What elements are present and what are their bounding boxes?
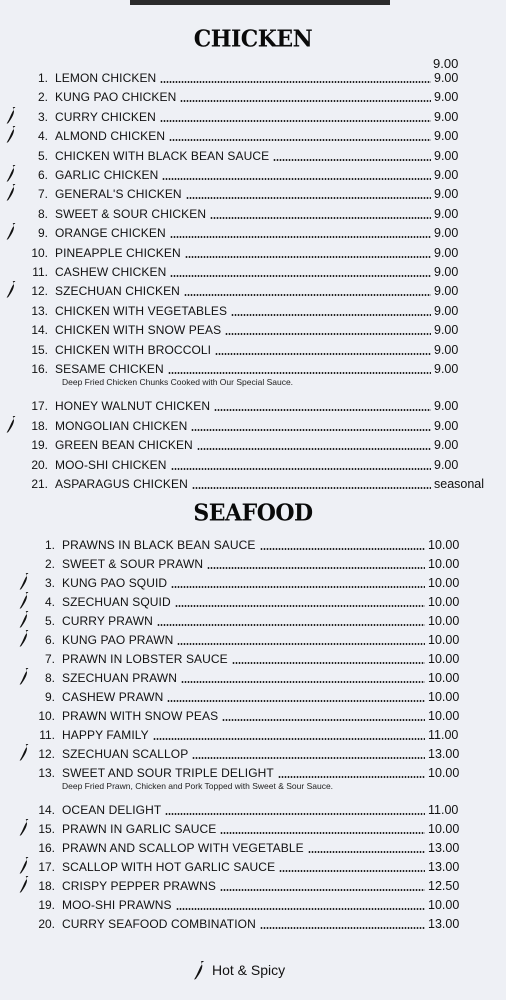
item-price: 11.00: [428, 803, 459, 817]
chicken-menu-item: [0, 398, 506, 415]
item-number: 7.: [44, 652, 55, 666]
chicken-top-price: 9.00: [433, 56, 459, 71]
seafood-menu-item: [0, 916, 506, 933]
item-name: GENERAL'S CHICKEN: [55, 187, 182, 202]
item-price: 10.00: [428, 822, 460, 836]
dot-leader: [171, 586, 425, 588]
item-price: 9.00: [434, 129, 459, 144]
item-price: 10.00: [428, 595, 460, 609]
item-number: 6.: [44, 633, 55, 647]
item-price: 9.00: [434, 284, 459, 299]
item-name: PRAWNS IN BLACK BEAN SAUCE: [62, 538, 256, 552]
chicken-menu-item: [0, 361, 506, 378]
seafood-menu-item: [0, 575, 506, 592]
item-number: 20.: [38, 917, 55, 931]
seafood-menu-item: [0, 859, 506, 876]
item-price: 9.00: [434, 90, 459, 105]
item-number: 16.: [38, 841, 55, 855]
item-number: 19.: [38, 898, 55, 912]
item-number: 12.: [38, 747, 55, 761]
item-name: LEMON CHICKEN: [55, 71, 157, 85]
item-price: 13.00: [428, 860, 460, 874]
item-description: Deep Fried Prawn, Chicken and Pork Topped with Sweet & Sour Sauce.: [62, 781, 334, 791]
item-price: 9.00: [434, 245, 459, 260]
chicken-menu-item: [0, 283, 506, 300]
item-name: SWEET AND SOUR TRIPLE DELIGHT: [62, 766, 274, 780]
item-name: MOO-SHI CHICKEN: [55, 457, 167, 472]
seafood-menu-item: [0, 878, 506, 895]
item-number: 3.: [37, 109, 48, 124]
item-number: 13.: [38, 766, 55, 780]
item-price: 10.00: [428, 538, 460, 552]
seafood-menu-item: [0, 613, 506, 630]
item-name: ASPARAGUS CHICKEN: [55, 477, 188, 491]
item-price: 12.50: [428, 879, 460, 893]
dot-leader: [273, 159, 431, 161]
item-price: 9.00: [434, 148, 459, 163]
chicken-menu-item: [0, 225, 506, 242]
dot-leader: [197, 448, 431, 450]
chicken-menu-item: [0, 264, 506, 281]
chicken-menu-item: [0, 109, 506, 126]
item-name: SZECHUAN SCALLOP: [62, 747, 189, 761]
item-number: 5.: [44, 614, 55, 628]
item-price: 9.00: [434, 303, 459, 318]
item-price: 10.00: [428, 614, 460, 628]
item-name: CHICKEN WITH VEGETABLES: [55, 303, 228, 318]
dot-leader: [160, 120, 431, 122]
item-number: 17.: [31, 399, 48, 414]
item-name: CHICKEN WITH BLACK BEAN SAUCE: [55, 148, 270, 163]
item-price: seasonal: [434, 477, 485, 491]
dot-leader: [279, 870, 425, 872]
item-price: 10.00: [428, 557, 460, 571]
dot-leader: [191, 429, 431, 431]
dot-leader: [192, 487, 431, 489]
item-number: 7.: [37, 187, 48, 202]
item-price: 9.00: [434, 323, 459, 338]
item-price: 10.00: [428, 652, 460, 666]
chicken-menu-item: [0, 418, 506, 435]
dot-leader: [192, 757, 425, 759]
item-number: 1.: [44, 538, 55, 552]
item-price: 13.00: [428, 917, 460, 931]
item-price: 9.00: [434, 418, 459, 433]
item-name: SWEET & SOUR PRAWN: [62, 557, 204, 571]
item-name: PRAWN AND SCALLOP WITH VEGETABLE: [62, 841, 304, 855]
item-number: 16.: [31, 362, 48, 376]
dot-leader: [167, 700, 425, 702]
dot-leader: [215, 353, 431, 355]
dot-leader: [177, 643, 425, 645]
item-name: ALMOND CHICKEN: [55, 129, 166, 144]
chicken-menu-item: [0, 303, 506, 320]
dot-leader: [260, 927, 425, 929]
item-name: SZECHUAN SQUID: [62, 595, 171, 609]
seafood-menu-item: [0, 727, 506, 744]
item-number: 4.: [37, 129, 48, 144]
item-name: CURRY SEAFOOD COMBINATION: [62, 917, 256, 931]
item-price: 9.00: [434, 226, 459, 241]
dot-leader: [207, 567, 425, 569]
seafood-menu-item: [0, 689, 506, 706]
item-number: 13.: [31, 303, 48, 318]
chili-pepper-icon: [192, 961, 206, 981]
item-price: 9.00: [434, 206, 459, 221]
chicken-menu-item: [0, 186, 506, 203]
item-number: 15.: [38, 822, 55, 836]
item-name: CURRY PRAWN: [62, 614, 153, 628]
item-price: 10.00: [428, 709, 460, 723]
legend-label: Hot & Spicy: [212, 962, 286, 978]
dot-leader: [170, 275, 431, 277]
item-name: PRAWN WITH SNOW PEAS: [62, 709, 219, 723]
item-number: 11.: [32, 265, 48, 279]
item-price: 10.00: [428, 633, 460, 647]
item-price: 9.00: [434, 342, 459, 357]
item-price: 10.00: [428, 898, 460, 912]
item-price: 9.00: [434, 109, 459, 124]
item-number: 14.: [31, 323, 48, 338]
chicken-menu-item: [0, 245, 506, 262]
seafood-menu-item: [0, 537, 506, 554]
item-name: HAPPY FAMILY: [62, 728, 149, 742]
item-name: SESAME CHICKEN: [55, 362, 164, 376]
dot-leader: [168, 372, 431, 374]
item-number: 10.: [31, 245, 48, 260]
item-number: 6.: [37, 168, 48, 182]
seafood-menu-item: [0, 632, 506, 649]
dot-leader: [225, 333, 431, 335]
item-price: 9.00: [434, 438, 459, 453]
item-number: 15.: [31, 342, 48, 357]
item-name: SWEET & SOUR CHICKEN: [55, 206, 207, 221]
item-number: 3.: [44, 576, 55, 590]
dot-leader: [165, 813, 425, 815]
item-price: 10.00: [428, 576, 460, 590]
chicken-menu-item: [0, 89, 506, 106]
dot-leader: [162, 178, 431, 180]
seafood-menu-item: [0, 708, 506, 725]
dot-leader: [184, 294, 431, 296]
seafood-menu-item: [0, 594, 506, 611]
item-name: PRAWN IN GARLIC SAUCE: [62, 822, 217, 836]
seafood-menu-item: [0, 765, 506, 782]
chicken-menu-item: [0, 322, 506, 339]
chicken-menu-item: [0, 167, 506, 184]
item-price: 9.00: [434, 362, 459, 376]
chicken-menu-item: [0, 476, 506, 493]
item-name: MOO-SHI PRAWNS: [62, 898, 172, 912]
item-name: SZECHUAN PRAWN: [62, 671, 177, 685]
chicken-menu-item: [0, 206, 506, 223]
item-name: CRISPY PEPPER PRAWNS: [62, 879, 217, 893]
dot-leader: [308, 851, 425, 853]
dot-leader: [220, 832, 425, 834]
dot-leader: [169, 139, 431, 141]
item-name: ORANGE CHICKEN: [55, 226, 166, 241]
dot-leader: [175, 605, 425, 607]
item-number: 4.: [44, 595, 55, 609]
item-name: PRAWN IN LOBSTER SAUCE: [62, 652, 228, 666]
dot-leader: [220, 889, 425, 891]
chicken-menu-item: [0, 457, 506, 474]
item-price: 10.00: [428, 690, 460, 704]
chicken-section-title: CHICKEN: [193, 25, 313, 53]
dot-leader: [157, 624, 425, 626]
item-name: KUNG PAO CHICKEN: [55, 90, 177, 105]
chicken-menu-item: [0, 148, 506, 165]
dot-leader: [278, 776, 425, 778]
dot-leader: [214, 409, 431, 411]
chicken-menu-item: [0, 128, 506, 145]
dot-leader: [186, 197, 431, 199]
dot-leader: [170, 236, 431, 238]
dot-leader: [185, 256, 431, 258]
item-name: CHICKEN WITH BROCCOLI: [55, 342, 212, 357]
chicken-menu-item: [0, 342, 506, 359]
item-number: 2.: [37, 90, 48, 105]
dot-leader: [160, 81, 431, 83]
item-name: SCALLOP WITH HOT GARLIC SAUCE: [62, 860, 276, 874]
item-number: 18.: [38, 879, 55, 893]
dot-leader: [222, 719, 425, 721]
dot-leader: [260, 548, 425, 550]
seafood-menu-item: [0, 651, 506, 668]
dot-leader: [180, 100, 431, 102]
seafood-menu-item: [0, 802, 506, 819]
item-price: 9.00: [434, 265, 459, 279]
item-number: 14.: [38, 803, 55, 817]
item-number: 19.: [31, 438, 48, 453]
dot-leader: [232, 662, 425, 664]
item-price: 13.00: [428, 747, 460, 761]
item-price: 9.00: [434, 168, 459, 182]
item-name: CURRY CHICKEN: [55, 109, 156, 124]
item-price: 9.00: [434, 399, 459, 414]
item-name: CASHEW CHICKEN: [55, 265, 167, 279]
item-name: PINEAPPLE CHICKEN: [55, 245, 181, 260]
dot-leader: [210, 217, 431, 219]
item-name: SZECHUAN CHICKEN: [55, 284, 180, 299]
item-number: 1.: [37, 71, 48, 85]
item-number: 17.: [38, 860, 55, 874]
seafood-menu-item: [0, 821, 506, 838]
seafood-menu-item: [0, 840, 506, 857]
item-number: 20.: [31, 457, 48, 472]
item-name: MONGOLIAN CHICKEN: [55, 418, 188, 433]
item-number: 21.: [31, 477, 48, 491]
seafood-menu-item: [0, 746, 506, 763]
dot-leader: [176, 908, 425, 910]
item-name: OCEAN DELIGHT: [62, 803, 162, 817]
item-price: 10.00: [428, 766, 460, 780]
item-number: 11.: [39, 728, 55, 742]
item-description: Deep Fried Chicken Chunks Cooked with Our Special Sauce.: [62, 377, 294, 388]
seafood-menu-item: [0, 556, 506, 573]
item-price: 11.00: [428, 728, 459, 742]
item-name: KUNG PAO PRAWN: [62, 633, 174, 647]
item-name: CHICKEN WITH SNOW PEAS: [55, 323, 222, 338]
item-number: 18.: [31, 418, 48, 433]
item-number: 9.: [44, 690, 55, 704]
seafood-menu-item: [0, 670, 506, 687]
seafood-section-title: SEAFOOD: [193, 499, 313, 527]
dot-leader: [171, 468, 431, 470]
item-name: GREEN BEAN CHICKEN: [55, 438, 193, 453]
chicken-menu-item: [0, 70, 506, 87]
item-name: GARLIC CHICKEN: [55, 168, 159, 182]
item-number: 8.: [37, 206, 48, 221]
item-price: 13.00: [428, 841, 460, 855]
item-price: 9.00: [434, 71, 459, 85]
dot-leader: [231, 314, 431, 316]
item-name: CASHEW PRAWN: [62, 690, 164, 704]
dot-leader: [153, 738, 425, 740]
item-number: 5.: [37, 148, 48, 163]
item-number: 2.: [44, 557, 55, 571]
seafood-menu-item: [0, 897, 506, 914]
item-number: 10.: [38, 709, 55, 723]
item-number: 8.: [44, 671, 55, 685]
item-number: 12.: [31, 284, 48, 299]
item-name: KUNG PAO SQUID: [62, 576, 168, 590]
dot-leader: [181, 681, 425, 683]
chicken-menu-item: [0, 437, 506, 454]
item-number: 9.: [37, 226, 48, 241]
item-price: 9.00: [434, 187, 459, 202]
item-price: 9.00: [434, 457, 459, 472]
item-name: HONEY WALNUT CHICKEN: [55, 399, 211, 414]
item-price: 10.00: [428, 671, 460, 685]
